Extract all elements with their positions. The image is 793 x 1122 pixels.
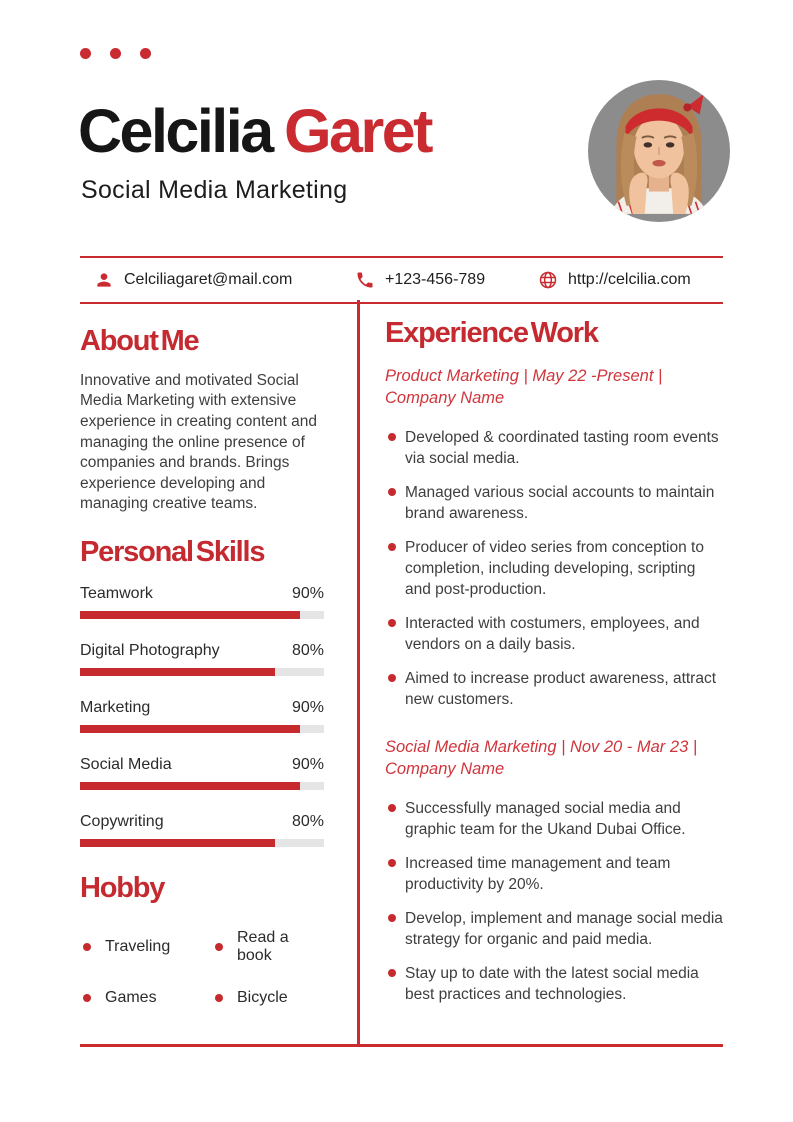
experience-bullet (385, 668, 723, 710)
bullet-icon (388, 914, 396, 922)
skill-bar-fill (80, 611, 300, 619)
decor-dots (80, 48, 151, 59)
bullet-text: Increased time management and team productivity by 20%. (405, 854, 671, 893)
contact-bar (80, 256, 723, 304)
contact-email[interactable] (94, 258, 292, 302)
contact-phone[interactable] (355, 258, 485, 302)
skill-bar-track (80, 611, 324, 619)
experience-bullet (385, 427, 723, 469)
bullet-text: Managed various social accounts to maintain brand awareness. (405, 483, 715, 522)
bullet-text: Successfully managed social media and graphic team for the Ukand Dubai Office. (405, 799, 686, 838)
experience-title: Experience Work (385, 317, 598, 349)
skill-bar-track (80, 725, 324, 733)
skill-row (80, 642, 324, 676)
bullet-text: Developed & coordinated tasting room events via social media. (405, 428, 719, 467)
job-heading-line1: Product Marketing | May 22 -Present | (385, 366, 663, 385)
hobby-item (80, 929, 212, 965)
bullet-icon (388, 804, 396, 812)
experience-bullet (385, 798, 723, 840)
bullet-icon (215, 994, 223, 1002)
contact-email-text: Celciliagaret@mail.com (124, 271, 293, 288)
right-column (385, 318, 723, 1018)
skill-label: Digital Photography (80, 641, 220, 659)
hobby-item (212, 929, 324, 965)
profile-photo-illustration (588, 80, 730, 222)
hobby-list (80, 929, 324, 1007)
about-text: Innovative and motivated Social Media Marketing with extensive experience in creating content and managing the online presence of companies and brands. Brings experience developing and managing creative teams. (80, 371, 317, 513)
first-name: Celcilia (78, 97, 272, 165)
bullet-icon (388, 543, 396, 551)
skill-bar-fill (80, 725, 300, 733)
job-heading-line2: Company Name (385, 388, 505, 407)
column-divider (357, 300, 360, 1044)
person-name (78, 96, 431, 166)
experience-bullet (385, 613, 723, 655)
last-name: Garet (284, 97, 431, 165)
skill-bar-fill (80, 782, 300, 790)
hobby-title: Hobby (80, 871, 165, 904)
skill-row (80, 585, 324, 619)
bullet-icon (388, 674, 396, 682)
hobby-item (212, 989, 324, 1007)
decor-dot (140, 48, 151, 59)
bullet-icon (83, 943, 91, 951)
skill-row (80, 813, 324, 847)
bullet-icon (388, 619, 396, 627)
bullet-text: Develop, implement and manage social media strategy for organic and paid media. (405, 909, 723, 948)
skill-bar-fill (80, 839, 275, 847)
bullet-text: Producer of video series from conception to completion, including developing, scripting and post-production. (405, 538, 704, 598)
job-heading-line2: Company Name (385, 759, 505, 778)
left-column (80, 326, 324, 1007)
experience-bullet (385, 963, 723, 1005)
skill-percent: 90% (291, 584, 324, 602)
skill-label: Social Media (80, 755, 172, 773)
bullet-icon (83, 994, 91, 1002)
globe-icon (538, 270, 558, 290)
hobby-item (80, 989, 212, 1007)
bullet-text: Interacted with costumers, employees, and vendors on a daily basis. (405, 614, 700, 653)
bullet-text: Aimed to increase product awareness, attract new customers. (405, 669, 717, 708)
skill-percent: 90% (291, 755, 324, 773)
experience-bullet (385, 537, 723, 600)
hobby-label: Read a book (237, 928, 289, 964)
skill-bar-fill (80, 668, 275, 676)
job-heading-line1: Social Media Marketing | Nov 20 - Mar 23 | (385, 737, 698, 756)
bullet-text: Stay up to date with the latest social media best practices and technologies. (405, 964, 699, 1003)
job-heading (385, 365, 723, 409)
about-title: About Me (80, 325, 199, 357)
bullet-icon (388, 969, 396, 977)
contact-phone-text: +123-456-789 (385, 271, 486, 288)
skill-label: Teamwork (80, 584, 153, 602)
job-title-subtitle: Social Media Marketing (81, 176, 348, 204)
skill-row (80, 756, 324, 790)
bullet-icon (215, 943, 223, 951)
skill-label: Marketing (80, 698, 151, 716)
experience-bullet (385, 908, 723, 950)
skill-percent: 80% (291, 641, 324, 659)
skills-title: Personal Skills (80, 536, 265, 569)
skill-percent: 80% (291, 812, 324, 830)
skill-row (80, 699, 324, 733)
decor-dot (110, 48, 121, 59)
skill-bar-track (80, 782, 324, 790)
job-bullet-list (385, 798, 723, 1005)
experience-bullet (385, 853, 723, 895)
job-heading (385, 736, 723, 780)
profile-photo (588, 80, 730, 222)
skill-bar-track (80, 668, 324, 676)
hobby-label: Bicycle (237, 988, 288, 1006)
person-icon (94, 270, 114, 290)
phone-icon (355, 270, 375, 290)
bottom-rule (80, 1044, 723, 1047)
bullet-icon (388, 859, 396, 867)
skill-bar-track (80, 839, 324, 847)
decor-dot (80, 48, 91, 59)
experience-bullet (385, 482, 723, 524)
bullet-icon (388, 433, 396, 441)
skill-percent: 90% (291, 698, 324, 716)
contact-website-text: http://celcilia.com (568, 271, 691, 288)
hobby-label: Traveling (105, 937, 171, 955)
job-bullet-list (385, 427, 723, 710)
bullet-icon (388, 488, 396, 496)
contact-website[interactable] (538, 258, 691, 302)
skill-label: Copywriting (80, 812, 164, 830)
hobby-label: Games (105, 988, 157, 1006)
